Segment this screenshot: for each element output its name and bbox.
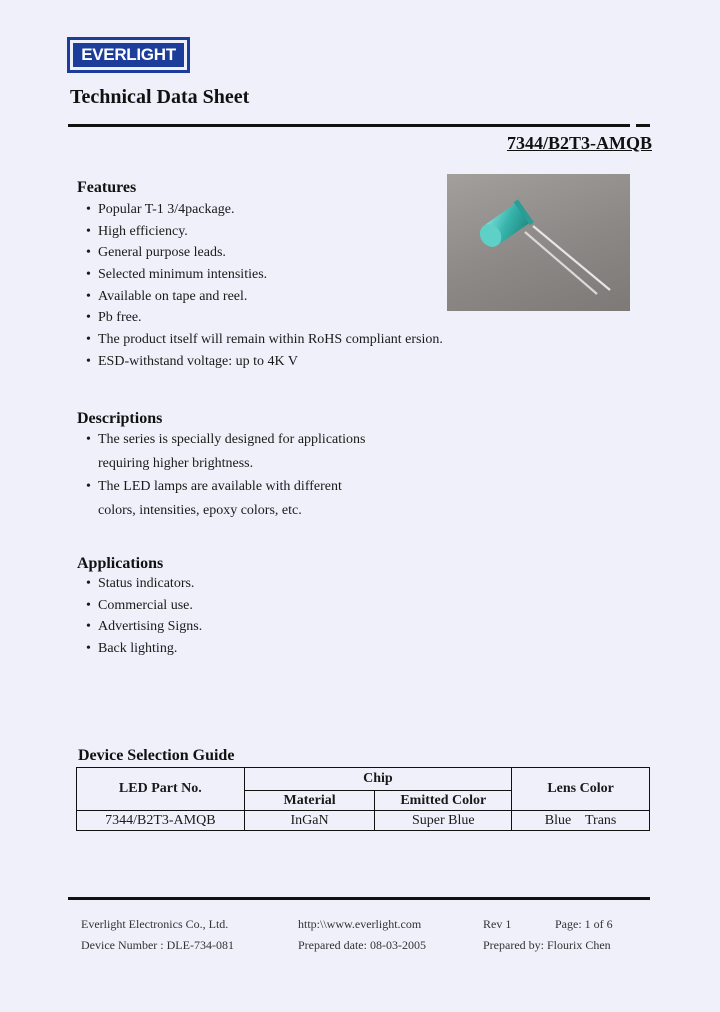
features-list (86, 199, 443, 373)
led-lead-2 (533, 226, 610, 290)
device-guide-heading: Device Selection Guide (78, 747, 235, 764)
list-item: • The product itself will remain within RoHS compliant ersion. (86, 329, 443, 351)
list-item: • Commercial use. (86, 595, 202, 617)
header-lens-color: Lens Color (512, 768, 650, 811)
cell-material: InGaN (244, 811, 375, 831)
list-item: • High efficiency. (86, 221, 443, 243)
list-item (86, 475, 365, 522)
description-line: • The LED lamps are available with different (98, 479, 342, 494)
list-item: • Advertising Signs. (86, 616, 202, 638)
led-body (474, 199, 533, 252)
list-item: • Selected minimum intensities. (86, 264, 443, 286)
header-divider-tail (636, 124, 650, 127)
list-item: • Status indicators. (86, 573, 202, 595)
cell-lens-color: Blue Trans (512, 811, 650, 831)
header-chip: Chip (244, 768, 511, 791)
features-heading: Features (77, 179, 137, 196)
description-line: requiring higher brightness. (98, 455, 254, 471)
list-item (86, 428, 365, 475)
list-item: • Available on tape and reel. (86, 286, 443, 308)
footer-page: Page: 1 of 6 (555, 917, 613, 931)
header-part-no: LED Part No. (77, 768, 245, 811)
everlight-logo (67, 37, 190, 73)
description-line: • The series is specially designed for applications (98, 432, 366, 447)
list-item: • Popular T-1 3/4package. (86, 199, 443, 221)
applications-list (86, 573, 202, 660)
footer-rev: Rev 1 (483, 917, 512, 931)
led-product-photo (447, 174, 630, 311)
led-illustration (447, 174, 630, 311)
header-material: Material (244, 791, 375, 811)
applications-heading: Applications (77, 555, 164, 572)
part-number: 7344/B2T3-AMQB (506, 133, 652, 153)
led-lead-1 (525, 232, 597, 294)
footer-url[interactable]: http:\\www.everlight.com (298, 917, 422, 931)
footer-prepared-by: Prepared by: Flourix Chen (483, 938, 611, 952)
header-divider (68, 124, 630, 127)
logo-text: EVERLIGHT (73, 43, 184, 67)
cell-part-no: 7344/B2T3-AMQB (77, 811, 245, 831)
page-title: Technical Data Sheet (70, 86, 250, 108)
list-item: • Pb free. (86, 307, 443, 329)
cell-emitted-color: Super Blue (375, 811, 512, 831)
list-item: • Back lighting. (86, 638, 202, 660)
device-selection-table (76, 767, 650, 831)
footer-divider (68, 897, 650, 900)
table-row (77, 811, 650, 831)
header-emitted-color: Emitted Color (375, 791, 512, 811)
footer-device-number: Device Number : DLE-734-081 (81, 938, 234, 952)
descriptions-list (86, 428, 365, 522)
description-line: colors, intensities, epoxy colors, etc. (98, 502, 302, 518)
footer-prepared-date: Prepared date: 08-03-2005 (298, 938, 426, 952)
footer-company: Everlight Electronics Co., Ltd. (81, 917, 229, 931)
list-item: • General purpose leads. (86, 242, 443, 264)
descriptions-heading: Descriptions (77, 410, 163, 427)
list-item: • ESD-withstand voltage: up to 4K V (86, 351, 443, 373)
